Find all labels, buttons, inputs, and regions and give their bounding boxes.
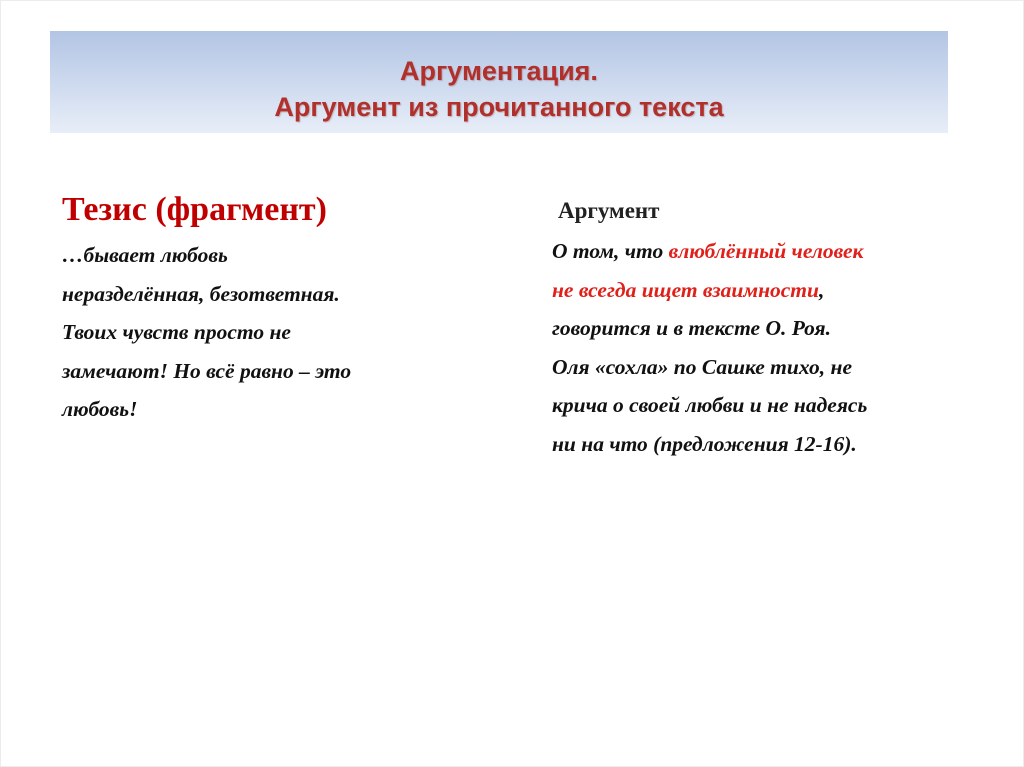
slide-title-line-2: Аргумент из прочитанного текста <box>274 92 724 122</box>
thesis-text <box>62 236 482 429</box>
argument-line: говорится и в тексте О. Роя. <box>552 316 832 340</box>
argument-text-plain: О том, что <box>552 239 669 263</box>
argument-text-plain: , <box>819 277 825 302</box>
argument-line <box>552 271 992 310</box>
thesis-line: замечают! Но всё равно – это <box>62 358 352 383</box>
argument-highlight: влюблённый человек <box>668 239 864 263</box>
argument-line: Оля «сохла» по Сашке тихо, не <box>552 354 853 379</box>
slide-title-line-1: Аргументация. <box>400 56 598 86</box>
argument-text <box>552 232 992 463</box>
argument-heading: Аргумент <box>558 198 660 223</box>
argument-block <box>552 196 992 463</box>
argument-line: ни на что (предложения 12-16). <box>552 431 857 456</box>
title-banner <box>50 31 948 133</box>
thesis-block <box>62 190 482 429</box>
thesis-line: …бывает любовь <box>62 243 228 267</box>
thesis-line: Твоих чувств просто не <box>62 320 291 344</box>
thesis-line: любовь! <box>62 397 138 421</box>
argument-line: крича о своей любви и не надеясь <box>552 393 868 417</box>
thesis-heading: Тезис (фрагмент) <box>62 191 327 228</box>
thesis-line: неразделённая, безответная. <box>62 281 340 306</box>
argument-highlight: не всегда ищет взаимности <box>552 277 819 302</box>
argument-line <box>552 232 992 271</box>
